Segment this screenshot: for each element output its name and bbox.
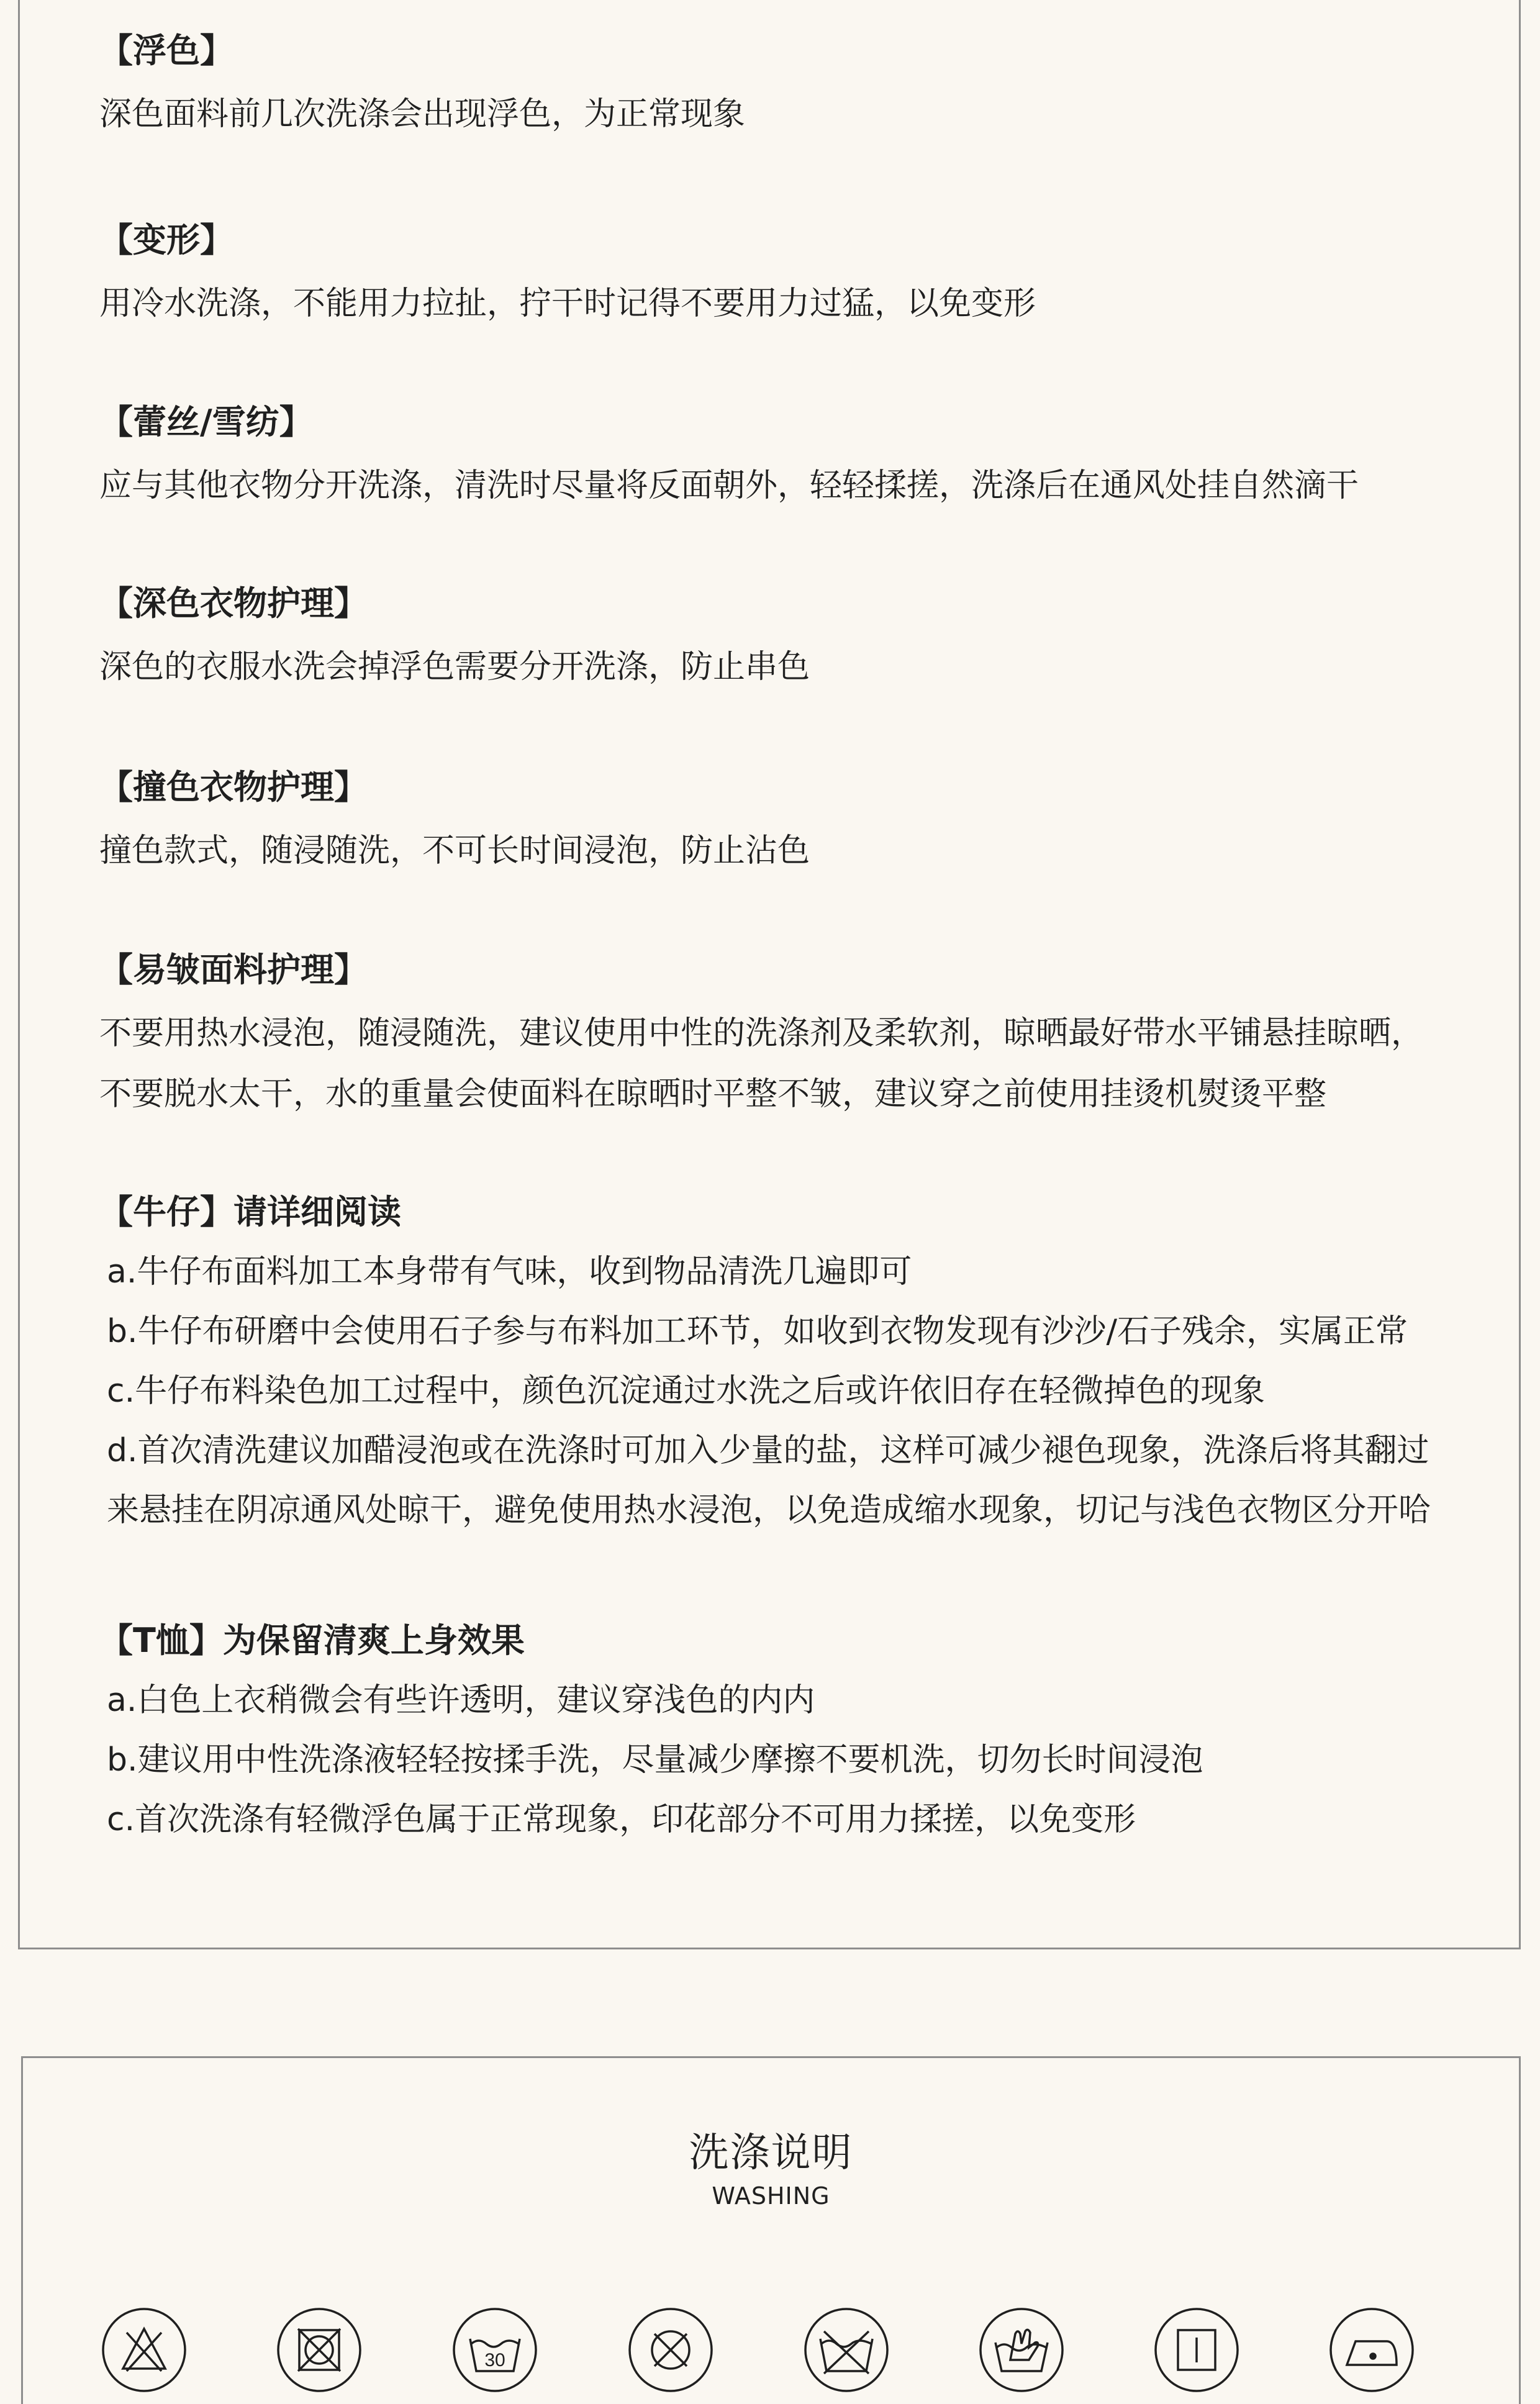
section-wrinkle-fabric-care	[99, 950, 1497, 1114]
list-item: b.建议用中性洗涤液轻轻按揉手洗，尽量减少摩擦不要机洗，切勿长时间浸泡	[107, 1741, 1203, 1779]
section-text: 不要用热水浸泡，随浸随洗，建议使用中性的洗涤剂及柔软剂，晾晒最好带水平铺悬挂晾晒，	[99, 1015, 1424, 1052]
list-item: c.首次洗涤有轻微浮色属于正常现象，印花部分不可用力揉搓，以免变形	[107, 1801, 1136, 1838]
hand-wash-icon	[978, 2306, 1065, 2393]
section-heading: 【牛仔】请详细阅读	[99, 1192, 401, 1231]
section-heading: 【蕾丝/雪纺】	[99, 402, 313, 442]
washing-panel	[21, 2056, 1521, 2404]
section-text: 撞色款式，随浸随洗，不可长时间浸泡，防止沾色	[99, 832, 810, 869]
section-heading: 【撞色衣物护理】	[99, 768, 368, 807]
section-deformation	[99, 220, 1497, 324]
section-text: 应与其他衣物分开洗涤，清洗时尽量将反面朝外，轻轻揉搓，洗涤后在通风处挂自然滴干	[99, 467, 1359, 504]
section-text: 深色的衣服水洗会掉浮色需要分开洗涤，防止串色	[99, 648, 810, 686]
section-heading: 【浮色】	[99, 31, 233, 70]
list-item: d.首次清洗建议加醋浸泡或在洗涤时可加入少量的盐，这样可减少褪色现象，洗涤后将其翻过	[107, 1432, 1429, 1469]
no-dry-clean-icon	[627, 2306, 714, 2393]
section-denim	[99, 1192, 1497, 1530]
washing-subtitle: WASHING	[712, 2182, 830, 2210]
wash-temperature: 30	[484, 2350, 505, 2370]
line-dry-icon	[1153, 2306, 1240, 2393]
washing-title: 洗涤说明	[689, 2130, 853, 2176]
section-tshirt	[99, 1621, 1497, 1839]
section-text: 不要脱水太干，水的重量会使面料在晾晒时平整不皱，建议穿之前使用挂烫机熨烫平整	[99, 1076, 1327, 1113]
section-dark-clothes-care	[99, 584, 1497, 687]
section-lace-chiffon	[99, 402, 1497, 506]
no-wash-icon	[803, 2306, 890, 2393]
list-item: 来悬挂在阴凉通风处晾干，避免使用热水浸泡，以免造成缩水现象，切记与浅色衣物区分开哈	[107, 1492, 1431, 1529]
section-heading: 【深色衣物护理】	[99, 584, 368, 623]
wash-30-icon	[451, 2306, 538, 2393]
list-item: c.牛仔布料染色加工过程中，颜色沉淀通过水洗之后或许依旧存在轻微掉色的现象	[107, 1372, 1266, 1410]
section-contrast-color-care	[99, 768, 1497, 871]
section-heading: 【T恤】为保留清爽上身效果	[99, 1621, 525, 1660]
section-heading: 【变形】	[99, 220, 233, 260]
section-text: 深色面料前几次洗涤会出现浮色，为正常现象	[99, 96, 746, 133]
list-item: a.牛仔布面料加工本身带有气味，收到物品清洗几遍即可	[107, 1253, 912, 1290]
list-item: b.牛仔布研磨中会使用石子参与布料加工环节，如收到衣物发现有沙沙/石子残余，实属正常	[107, 1313, 1408, 1350]
list-item: a.白色上衣稍微会有些许透明，建议穿浅色的内内	[107, 1682, 815, 1719]
no-tumble-dry-icon	[276, 2306, 363, 2393]
section-text: 用冷水洗涤，不能用力拉扯，拧干时记得不要用力过猛，以免变形	[99, 285, 1036, 322]
section-floating-color	[99, 31, 1497, 134]
no-bleach-icon	[101, 2306, 188, 2393]
iron-low-icon	[1328, 2306, 1415, 2393]
section-heading: 【易皱面料护理】	[99, 950, 368, 989]
